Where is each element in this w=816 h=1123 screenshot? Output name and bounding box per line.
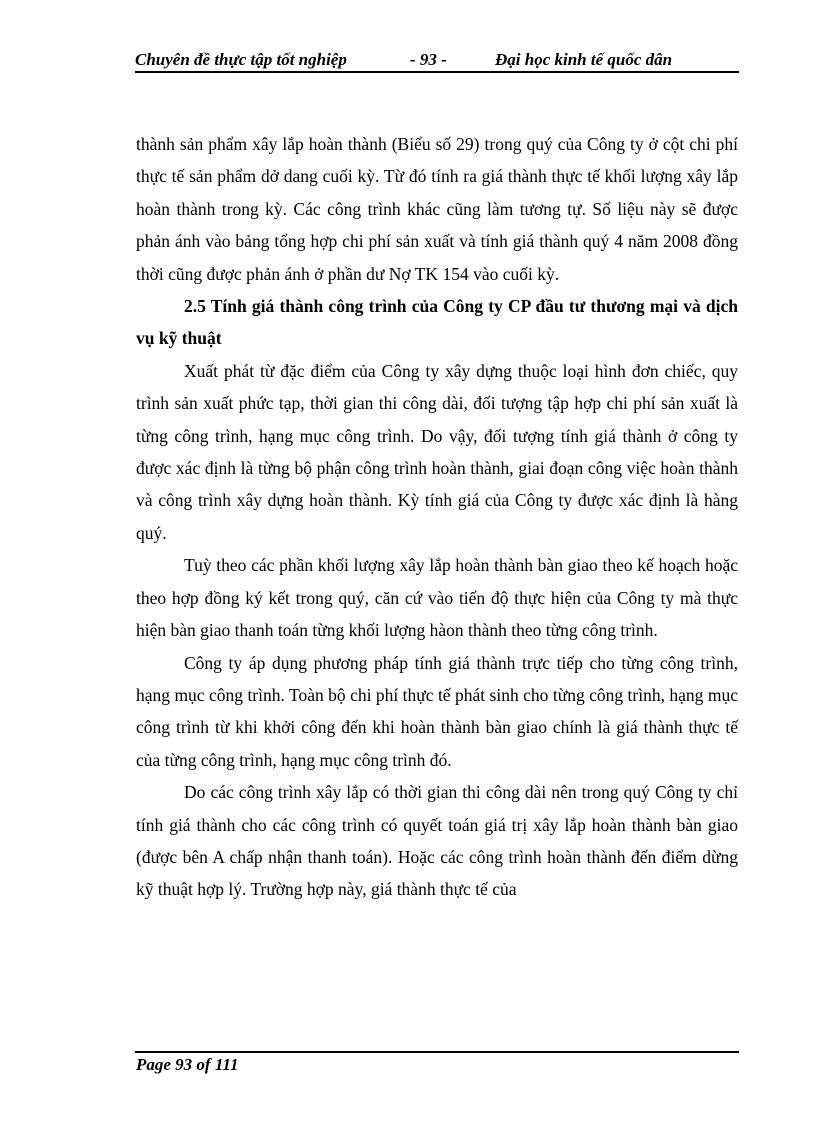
page-header: [135, 48, 739, 72]
section-heading: 2.5 Tính giá thành công trình của Công ty CP đầu tư thương mại và dịch vụ kỹ thuật: [136, 296, 738, 349]
paragraph-handover: Tuỳ theo các phần khối lượng xây lắp hoàn thành bàn giao theo kế hoạch hoặc theo hợp đồng ký kết trong quý, căn cứ vào tiến độ thực hiện của Công ty mà thực hiện bàn giao thanh toán từng khối lượng hàon thành theo từng công trình.: [136, 555, 738, 641]
header-university: Đại học kinh tế quốc dân: [495, 50, 673, 69]
footer-divider: [135, 1051, 739, 1053]
document-body: [136, 128, 738, 906]
paragraph-quarterly: Do các công trình xây lắp có thời gian thi công dài nên trong quý Công ty chỉ tính giá thành cho các công trình có quyết toán giá trị xây lắp hoàn thành bàn giao (được bên A chấp nhận thanh toán). Hoặc các công trình hoàn thành đến điểm dừng kỹ thuật hợp lý. Trường hợp này, giá thành thực tế của: [136, 782, 738, 900]
header-divider: [135, 71, 739, 73]
paragraph-method: Công ty áp dụng phương pháp tính giá thành trực tiếp cho từng công trình, hạng mục công trình. Toàn bộ chi phí thực tế phát sinh cho từng công trình, hạng mục công trình từ khi khởi công đến khi hoàn thành bàn giao chính là giá thành thực tế của từng công trình, hạng mục công trình đó.: [136, 652, 738, 770]
paragraph-continuation: thành sản phẩm xây lắp hoàn thành (Biểu số 29) trong quý của Công ty ở cột chi phí thực tế sản phẩm dở dang cuối kỳ. Từ đó tính ra giá thành thực tế khối lượng xây lắp hoàn thành trong kỳ. Các công trình khác cũng làm tương tự. Số liệu này sẽ được phản ánh vào bảng tổng hợp chi phí sản xuất và tính giá thành quý 4 năm 2008 đồng thời cũng được phản ánh ở phần dư Nợ TK 154 vào cuối kỳ.: [136, 134, 738, 284]
header-document-title: Chuyên đề thực tập tốt nghiệp: [135, 50, 347, 69]
paragraph-cost-object: Xuất phát từ đặc điểm của Công ty xây dựng thuộc loại hình đơn chiếc, quy trình sản xuất phức tạp, thời gian thi công dài, đối tượng tập hợp chi phí sản xuất là từng công trình, hạng mục công trình. Do vậy, đối tượng tính giá thành ở công ty được xác định là từng bộ phận công trình hoàn thành, giai đoạn công việc hoàn thành và công trình xây dựng hoàn thành. Kỳ tính giá của Công ty được xác định là hàng quý.: [136, 360, 738, 543]
page-footer: Page 93 of 111: [136, 1055, 239, 1074]
header-page-number: - 93 -: [410, 50, 447, 69]
